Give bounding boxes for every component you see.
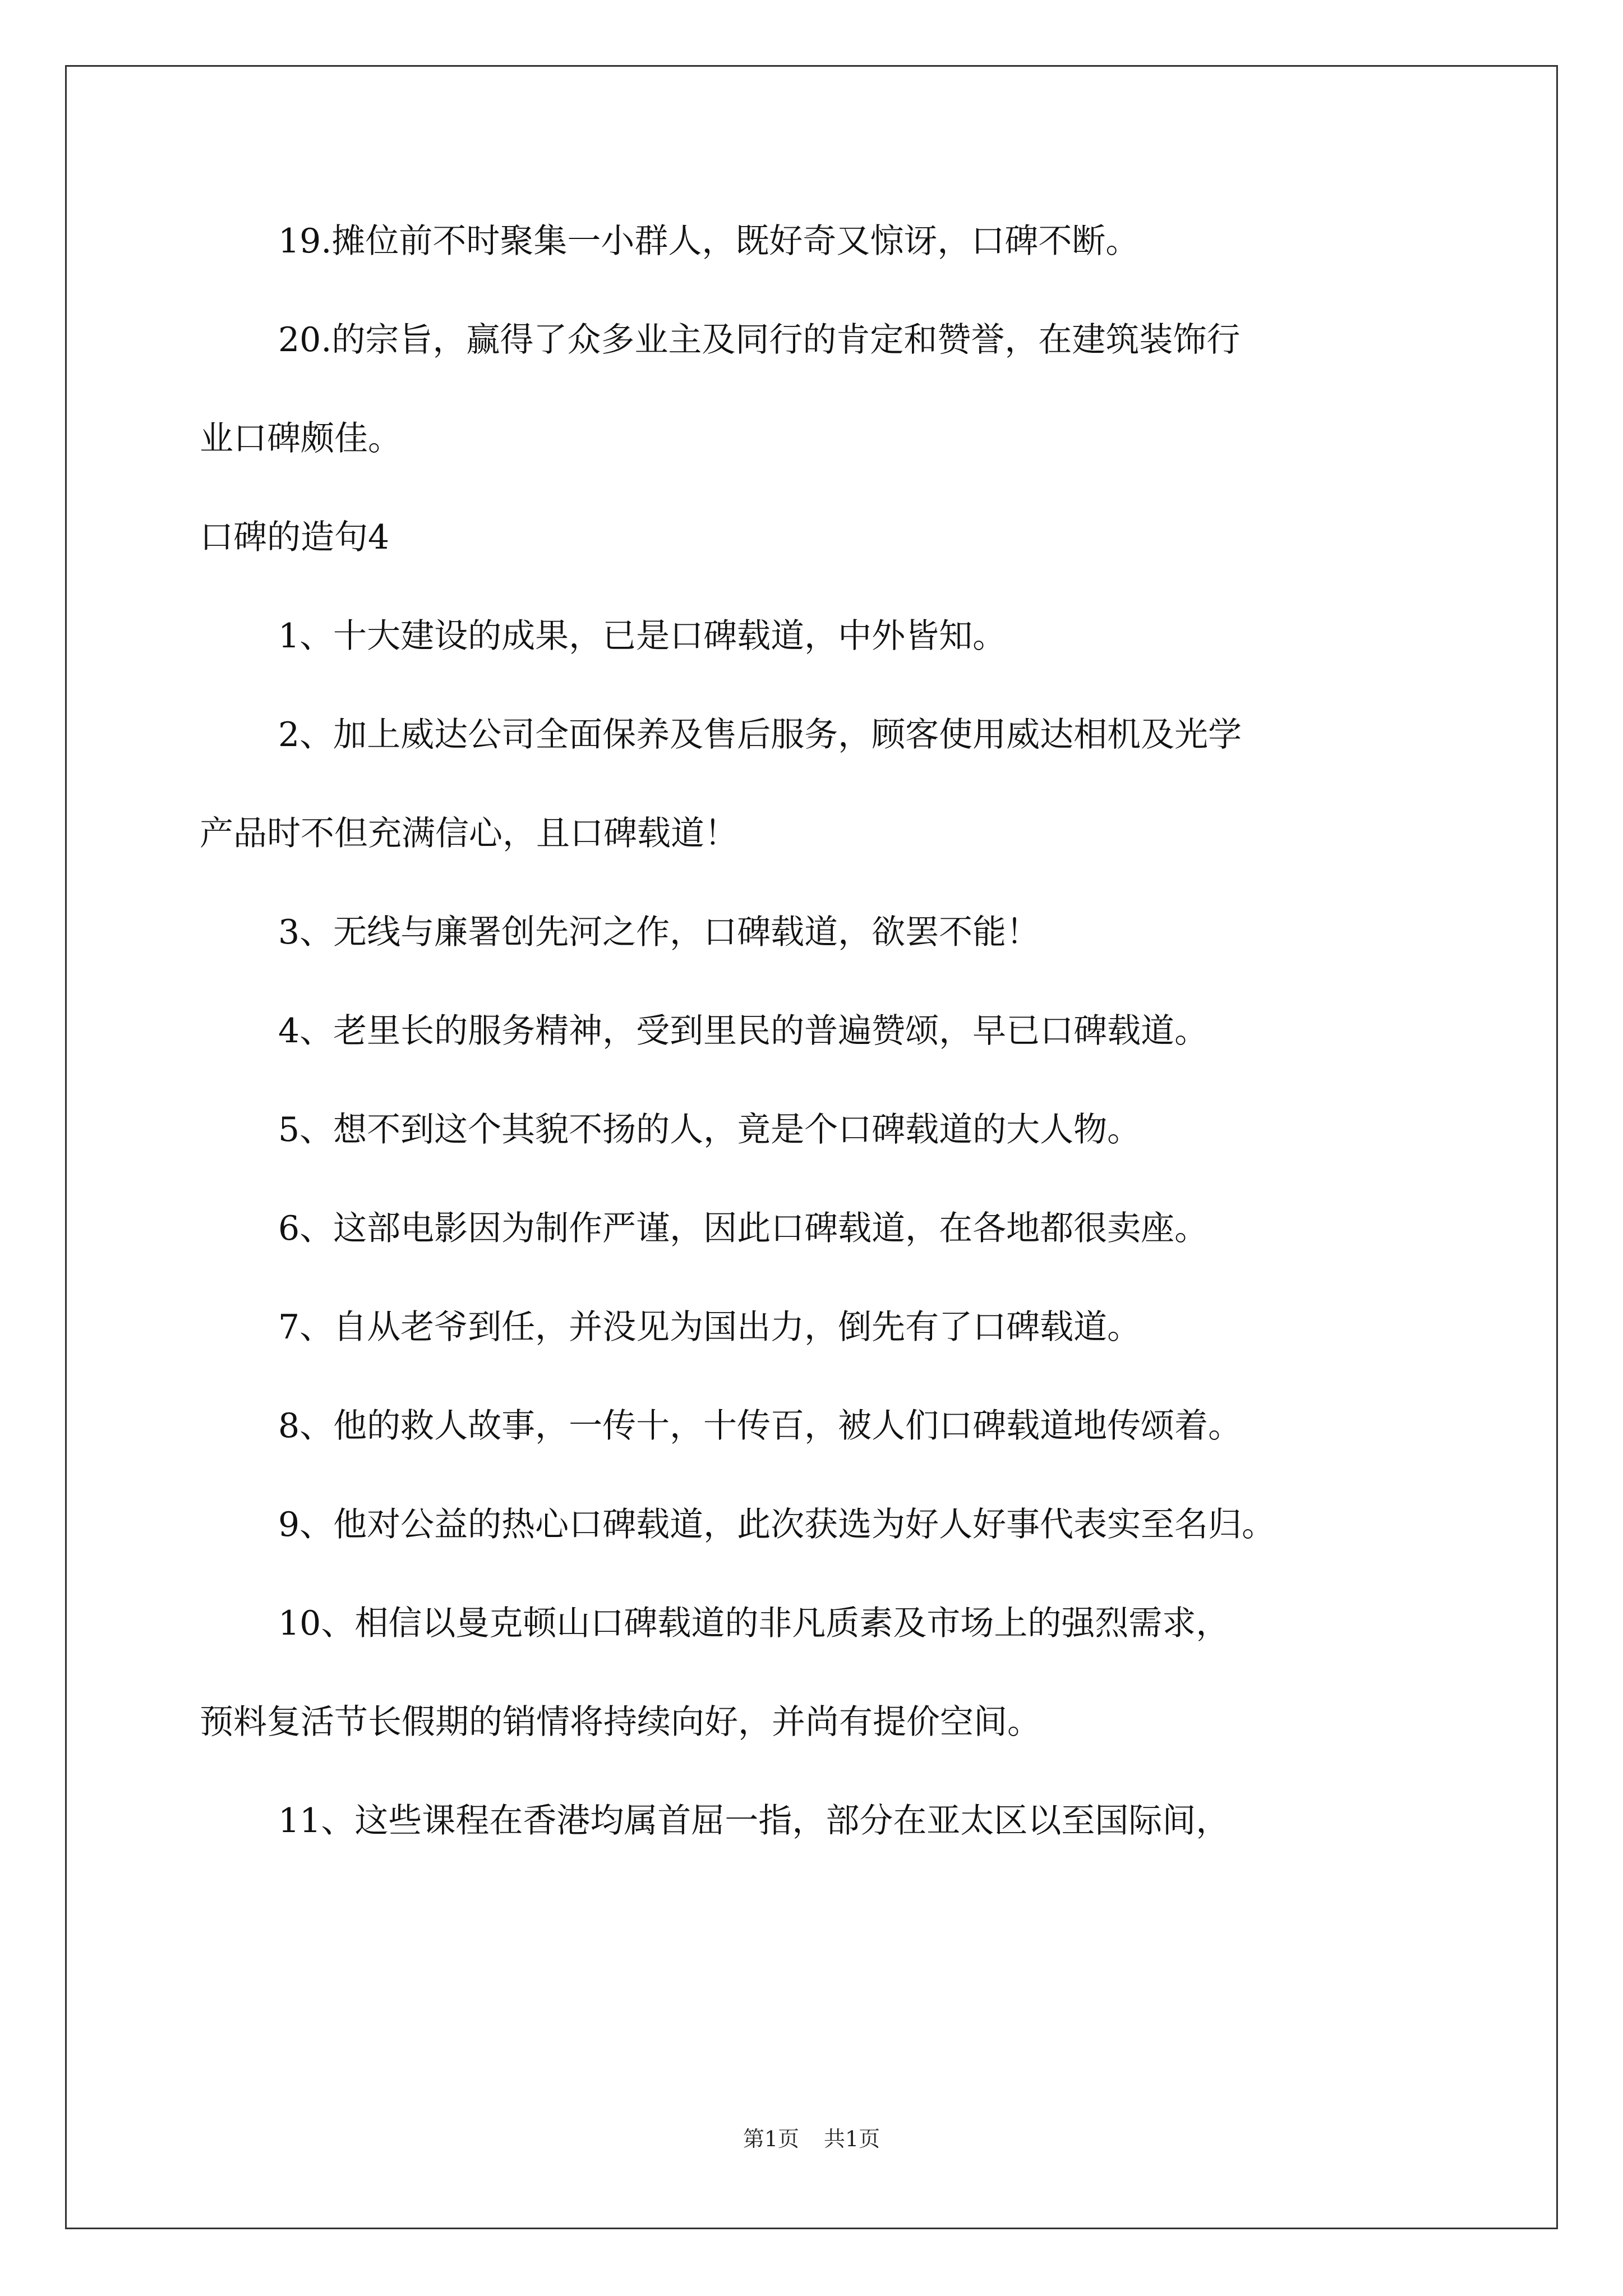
paragraph-line: 10、相信以曼克顿山口碑载道的非凡质素及市场上的强烈需求， — [278, 1604, 1230, 1643]
document-body — [200, 213, 1473, 1849]
paragraph-line: 6、这部电影因为制作严谨，因此口碑载道，在各地都很卖座。 — [278, 1209, 1209, 1248]
paragraph-line: 1、十大建设的成果，已是口碑载道，中外皆知。 — [278, 616, 1007, 656]
paragraph-line: 5、想不到这个其貌不扬的人，竟是个口碑载道的大人物。 — [278, 1110, 1141, 1149]
page-number: 第1页 — [743, 2127, 799, 2151]
paragraph-line: 11、这些课程在香港均属首屈一指，部分在亚太区以至国际间， — [278, 1801, 1230, 1841]
paragraph-line: 产品时不但充满信心，且口碑载道！ — [200, 814, 738, 853]
paragraph-line: 9、他对公益的热心口碑载道，此次获选为好人好事代表实至名归。 — [278, 1505, 1276, 1544]
section-heading: 口碑的造句4 — [200, 518, 390, 557]
paragraph-line: 2、加上威达公司全面保养及售后服务，顾客使用威达相机及光学 — [278, 715, 1242, 754]
paragraph-line: 8、他的救人故事，一传十，十传百，被人们口碑载道地传颂着。 — [278, 1406, 1242, 1446]
paragraph-line: 20.的宗旨，赢得了众多业主及同行的肯定和赞誉，在建筑装饰行 — [278, 320, 1241, 360]
page-total: 共1页 — [824, 2127, 880, 2151]
paragraph-line: 预料复活节长假期的销情将持续向好，并尚有提价空间。 — [200, 1703, 1041, 1742]
paragraph-line: 3、无线与廉署创先河之作，口碑载道，欲罢不能！ — [278, 913, 1040, 952]
paragraph-line: 19.摊位前不时聚集一小群人，既好奇又惊讶，口碑不断。 — [278, 222, 1140, 261]
page-footer — [0, 2125, 1623, 2153]
paragraph-line: 7、自从老爷到任，并没见为国出力，倒先有了口碑载道。 — [278, 1308, 1141, 1347]
paragraph-line: 4、老里长的服务精神，受到里民的普遍赞颂，早已口碑载道。 — [278, 1011, 1209, 1051]
paragraph-line: 业口碑颇佳。 — [200, 419, 402, 458]
